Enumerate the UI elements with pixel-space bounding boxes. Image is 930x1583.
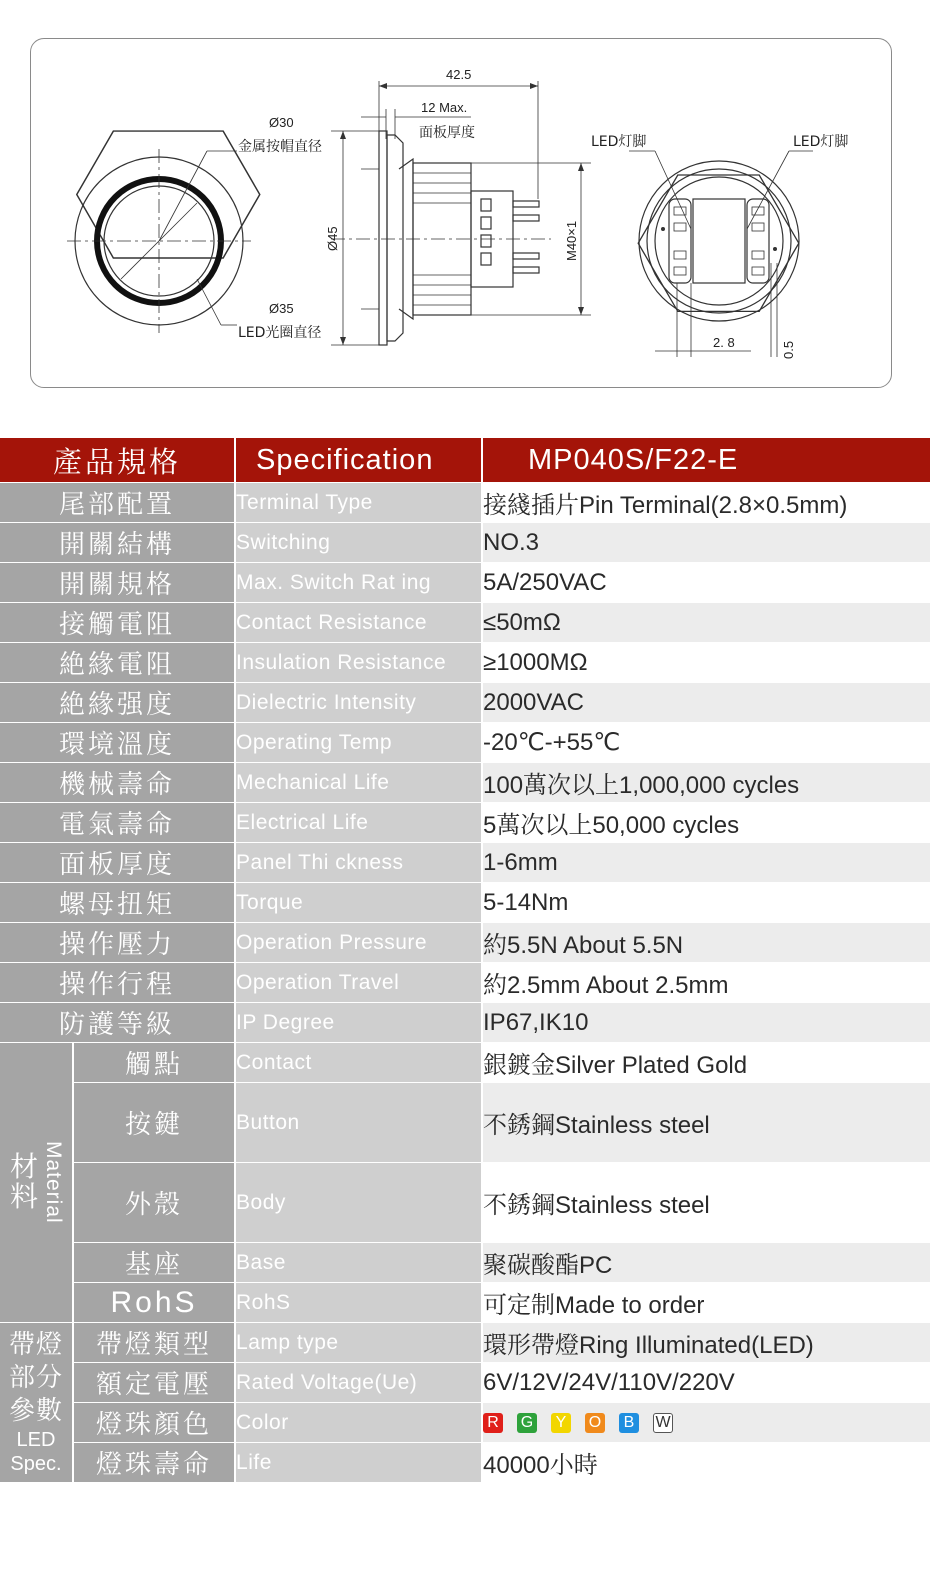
- led-row: [0, 1323, 930, 1363]
- spec-row: [0, 483, 930, 523]
- material-label: [0, 1141, 72, 1224]
- material-en-cell: RohS: [235, 1283, 482, 1323]
- material-row: [0, 1043, 930, 1083]
- dim-ring-label: LED光圈直径: [238, 325, 322, 341]
- led-row: [0, 1443, 930, 1483]
- header-cn: 產品規格: [0, 438, 235, 483]
- spec-en: Operation Pressure: [235, 923, 482, 963]
- material-value: 銀鍍金Silver Plated Gold: [482, 1043, 930, 1083]
- dim-m40: M40×1: [564, 220, 579, 261]
- spec-cn: 接觸電阻: [0, 603, 235, 643]
- header-model: MP040S/F22-E: [482, 438, 930, 483]
- spec-value: IP67,IK10: [482, 1003, 930, 1043]
- spec-cn: 絶緣電阻: [0, 643, 235, 683]
- spec-row: [0, 603, 930, 643]
- material-cn-cell: 基座: [73, 1243, 235, 1283]
- spec-table: [0, 437, 930, 1483]
- spec-value: 1-6mm: [482, 843, 930, 883]
- spec-value: 約5.5N About 5.5N: [482, 923, 930, 963]
- spec-en: Terminal Type: [235, 483, 482, 523]
- spec-row: [0, 963, 930, 1003]
- spec-value: 2000VAC: [482, 683, 930, 723]
- material-cn-cell: 觸點: [73, 1043, 235, 1083]
- spec-row: [0, 563, 930, 603]
- drawing-svg: [31, 39, 893, 389]
- header-row: [0, 438, 930, 483]
- header-en: Specification: [235, 438, 482, 483]
- color-swatch-b: B: [619, 1413, 639, 1433]
- spec-value: ≤50mΩ: [482, 603, 930, 643]
- spec-en: IP Degree: [235, 1003, 482, 1043]
- spec-value: -20℃-+55℃: [482, 723, 930, 763]
- led-row: [0, 1403, 930, 1443]
- led-value: 環形帶燈Ring Illuminated(LED): [482, 1323, 930, 1363]
- spec-value: NO.3: [482, 523, 930, 563]
- spec-value: 100萬次以上1,000,000 cycles: [482, 763, 930, 803]
- led-pin-left-label: LED灯脚: [591, 134, 647, 150]
- material-cn: 材料: [9, 1150, 38, 1214]
- spec-row: [0, 803, 930, 843]
- dim-phi45: Ø45: [325, 226, 340, 251]
- spec-cn: 尾部配置: [0, 483, 235, 523]
- led-colors-cell: [482, 1403, 930, 1443]
- color-swatch-o: O: [585, 1413, 605, 1433]
- spec-cn: 機械壽命: [0, 763, 235, 803]
- spec-cn: 電氣壽命: [0, 803, 235, 843]
- spec-cn: 防護等級: [0, 1003, 235, 1043]
- color-swatch-r: R: [483, 1413, 503, 1433]
- material-row: [0, 1083, 930, 1163]
- spec-en: Switching: [235, 523, 482, 563]
- spec-value: 5A/250VAC: [482, 563, 930, 603]
- material-group: [0, 1043, 73, 1323]
- dim-42-5: 42.5: [446, 67, 472, 82]
- material-en: Material: [42, 1141, 65, 1224]
- dim-0-5: 0.5: [781, 340, 796, 359]
- spec-en: Torque: [235, 883, 482, 923]
- spec-row: [0, 763, 930, 803]
- led-value: 6V/12V/24V/110V/220V: [482, 1363, 930, 1403]
- material-row: [0, 1243, 930, 1283]
- material-cn-cell: RohS: [73, 1283, 235, 1323]
- spec-value: 接綫插片Pin Terminal(2.8×0.5mm): [482, 483, 930, 523]
- led-group-cn: 帶燈部分參數: [8, 1330, 63, 1426]
- led-group: [0, 1323, 73, 1483]
- spec-cn: 開關規格: [0, 563, 235, 603]
- technical-drawing: [30, 38, 892, 388]
- spec-en: Mechanical Life: [235, 763, 482, 803]
- spec-en: Insulation Resistance: [235, 643, 482, 683]
- led-cn-cell: 帶燈類型: [73, 1323, 235, 1363]
- color-swatch-g: G: [517, 1413, 537, 1433]
- spec-cn: 環境溫度: [0, 723, 235, 763]
- spec-en: Electrical Life: [235, 803, 482, 843]
- spec-row: [0, 523, 930, 563]
- spec-cn: 螺母扭矩: [0, 883, 235, 923]
- dim-2-8: 2. 8: [713, 335, 735, 350]
- led-cn-cell: 燈珠顏色: [73, 1403, 235, 1443]
- led-group-en2: Spec.: [10, 1453, 62, 1475]
- material-en-cell: Contact: [235, 1043, 482, 1083]
- dim-cap-label: 金属按帽直径: [238, 139, 322, 155]
- spec-en: Panel Thi ckness: [235, 843, 482, 883]
- material-en-cell: Button: [235, 1083, 482, 1163]
- spec-en: Max. Switch Rat ing: [235, 563, 482, 603]
- spec-cn: 操作行程: [0, 963, 235, 1003]
- material-cn-cell: 外殼: [73, 1163, 235, 1243]
- led-cn-cell: 燈珠壽命: [73, 1443, 235, 1483]
- dim-phi35: Ø35: [269, 301, 294, 316]
- spec-cn: 開關結構: [0, 523, 235, 563]
- material-value: 聚碳酸酯PC: [482, 1243, 930, 1283]
- led-en-cell: Life: [235, 1443, 482, 1483]
- spec-cn: 絶緣强度: [0, 683, 235, 723]
- spec-en: Operating Temp: [235, 723, 482, 763]
- led-value: 40000小時: [482, 1443, 930, 1483]
- spec-value: 5-14Nm: [482, 883, 930, 923]
- spec-en: Operation Travel: [235, 963, 482, 1003]
- led-row: [0, 1363, 930, 1403]
- dim-phi30: Ø30: [269, 115, 294, 130]
- spec-value: 5萬次以上50,000 cycles: [482, 803, 930, 843]
- spec-row: [0, 683, 930, 723]
- dim-12-max: 12 Max.: [421, 100, 468, 115]
- spec-value: ≥1000MΩ: [482, 643, 930, 683]
- spec-row: [0, 1003, 930, 1043]
- dim-panel-label: 面板厚度: [419, 125, 475, 141]
- color-swatches: [483, 1413, 930, 1433]
- led-pin-right-label: LED灯脚: [793, 134, 849, 150]
- material-value: 不銹鋼Stainless steel: [482, 1083, 930, 1163]
- material-row: [0, 1163, 930, 1243]
- spec-row: [0, 643, 930, 683]
- led-en-cell: Rated Voltage(Ue): [235, 1363, 482, 1403]
- spec-row: [0, 883, 930, 923]
- led-en-cell: Lamp type: [235, 1323, 482, 1363]
- material-en-cell: Base: [235, 1243, 482, 1283]
- led-cn-cell: 額定電壓: [73, 1363, 235, 1403]
- spec-value: 約2.5mm About 2.5mm: [482, 963, 930, 1003]
- material-cn-cell: 按鍵: [73, 1083, 235, 1163]
- spec-row: [0, 723, 930, 763]
- spec-en: Contact Resistance: [235, 603, 482, 643]
- material-en-cell: Body: [235, 1163, 482, 1243]
- led-en-cell: Color: [235, 1403, 482, 1443]
- spec-row: [0, 923, 930, 963]
- spec-en: Dielectric Intensity: [235, 683, 482, 723]
- spec-cn: 面板厚度: [0, 843, 235, 883]
- spec-cn: 操作壓力: [0, 923, 235, 963]
- color-swatch-w: W: [653, 1413, 673, 1433]
- spec-row: [0, 843, 930, 883]
- led-group-en1: LED: [16, 1429, 56, 1451]
- material-value: 可定制Made to order: [482, 1283, 930, 1323]
- material-value: 不銹鋼Stainless steel: [482, 1163, 930, 1243]
- color-swatch-y: Y: [551, 1413, 571, 1433]
- material-row: [0, 1283, 930, 1323]
